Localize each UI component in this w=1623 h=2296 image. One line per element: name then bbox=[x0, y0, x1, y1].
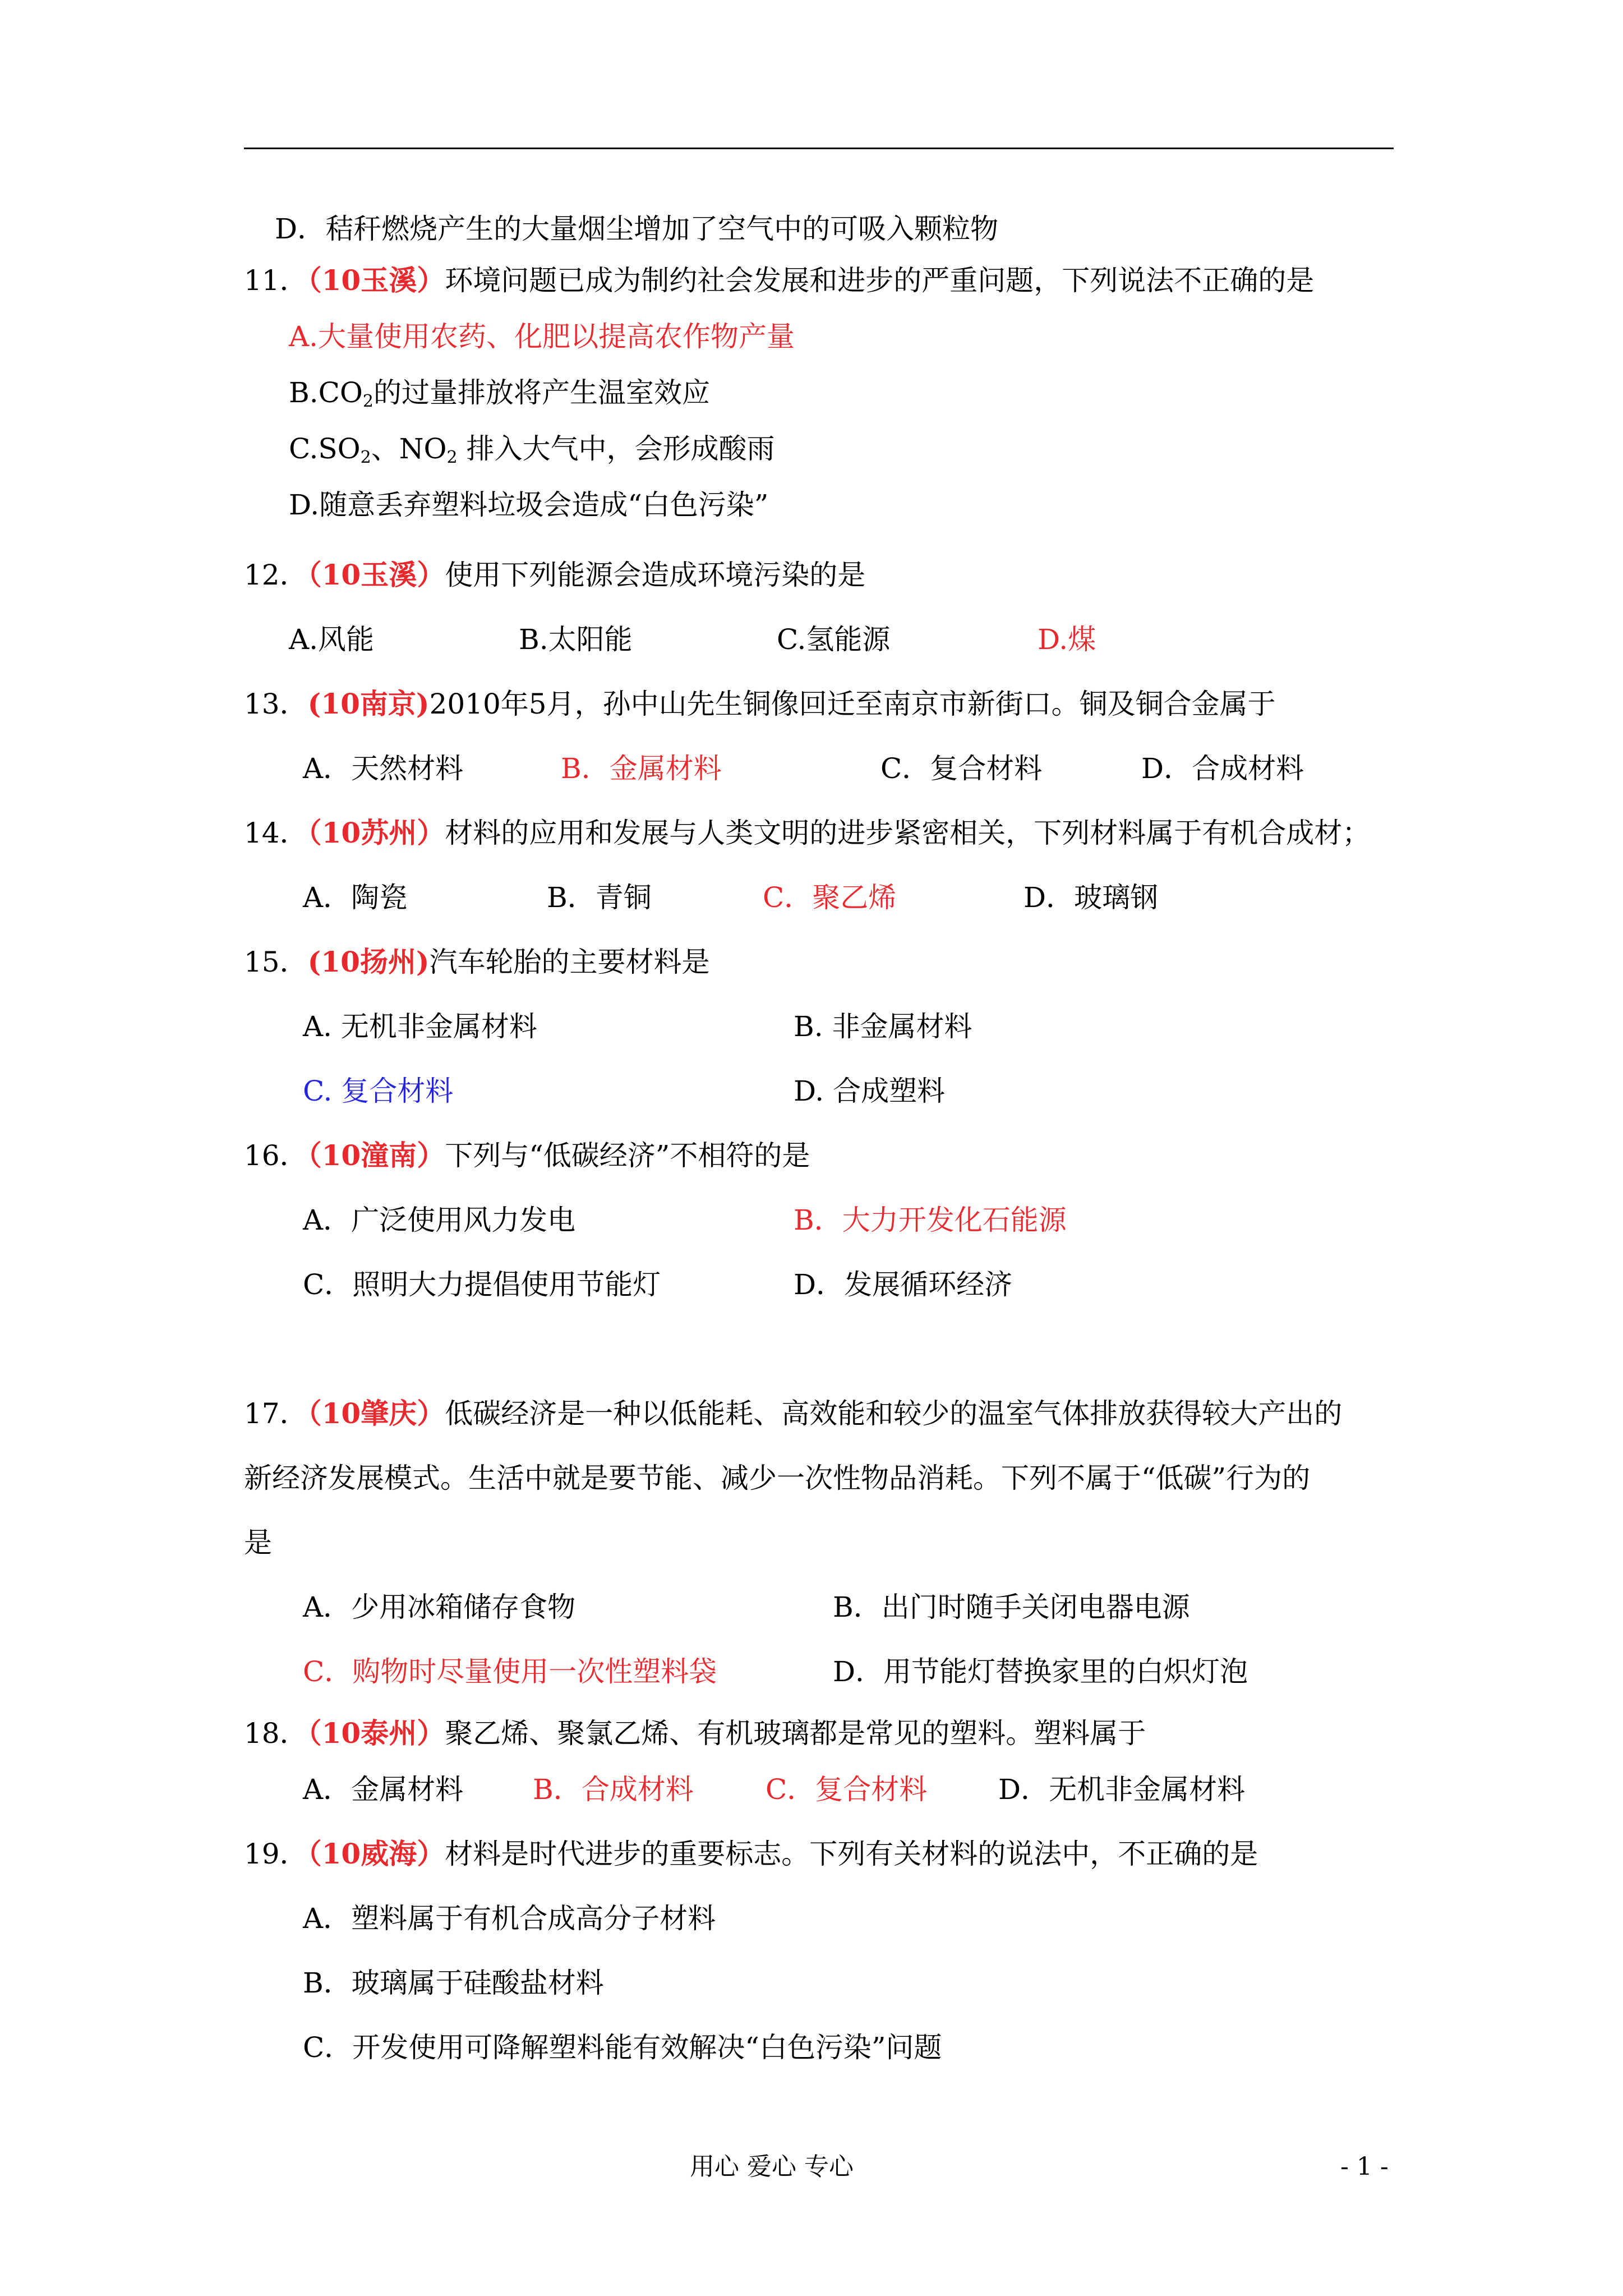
q14-option-c: C．聚乙烯 bbox=[763, 881, 897, 914]
q16-option-a: A．广泛使用风力发电 bbox=[303, 1204, 576, 1236]
q19-option-b: B．玻璃属于硅酸盐材料 bbox=[303, 1967, 604, 1999]
q15-option-b: B. 非金属材料 bbox=[794, 1010, 972, 1043]
q15-source-tag: (10扬州) bbox=[307, 945, 430, 978]
q11-number: 11． bbox=[244, 264, 308, 297]
q13-option-a: A．天然材料 bbox=[303, 752, 464, 785]
q12-option-d: D.煤 bbox=[1038, 623, 1096, 656]
q11-option-b: $B.CO_2$的过量排放将产生温室效应 bbox=[289, 376, 710, 411]
q18-stem: 18．（10泰州）聚乙烯、聚氯乙烯、有机玻璃都是常见的塑料。塑料属于 bbox=[244, 1717, 1146, 1750]
q14-option-a: A．陶瓷 bbox=[303, 881, 408, 914]
q16-stem: 16．（10潼南）下列与“低碳经济”不相符的是 bbox=[244, 1139, 810, 1172]
q16-option-d: D．发展循环经济 bbox=[794, 1268, 1013, 1301]
q12-option-a: A.风能 bbox=[289, 623, 375, 656]
q15-option-a: A. 无机非金属材料 bbox=[303, 1010, 537, 1043]
footer-slogan: 用心 爱心 专心 bbox=[690, 2152, 854, 2181]
q11-option-d: D.随意丢弃塑料垃圾会造成“白色污染” bbox=[289, 489, 769, 521]
q14-option-d: D．玻璃钢 bbox=[1023, 881, 1159, 914]
q13-option-c: C．复合材料 bbox=[880, 752, 1043, 785]
q13-option-d: D．合成材料 bbox=[1141, 752, 1304, 785]
q15-option-c: C. 复合材料 bbox=[303, 1075, 454, 1107]
q19-option-c: C．开发使用可降解塑料能有效解决“白色污染”问题 bbox=[303, 2031, 942, 2064]
q18-option-a: A．金属材料 bbox=[303, 1773, 464, 1806]
q17-option-c: C．购物时尽量使用一次性塑料袋 bbox=[303, 1655, 717, 1688]
q15-option-d: D. 合成塑料 bbox=[794, 1075, 946, 1107]
q13-option-b: B．金属材料 bbox=[561, 752, 722, 785]
q12-option-b: B.太阳能 bbox=[519, 623, 633, 656]
q16-option-b: B．大力开发化石能源 bbox=[794, 1204, 1067, 1236]
q14-source-tag: （10苏州） bbox=[307, 816, 445, 849]
q11-stem-text: 环境问题已成为制约社会发展和进步的严重问题，下列说法不正确的是 bbox=[445, 264, 1315, 297]
q12-source-tag: （10玉溪） bbox=[307, 558, 445, 591]
q19-source-tag: （10威海） bbox=[307, 1837, 445, 1870]
q11-source-tag: （10玉溪） bbox=[307, 264, 445, 297]
q16-option-c: C．照明大力提倡使用节能灯 bbox=[303, 1268, 661, 1301]
q17-source-tag: （10肇庆） bbox=[307, 1397, 445, 1430]
q11-option-c: $C.SO_2$、$NO_2$ 排入大气中，会形成酸雨 bbox=[289, 432, 775, 467]
q19-stem: 19．（10威海）材料是时代进步的重要标志。下列有关材料的说法中，不正确的是 bbox=[244, 1837, 1258, 1870]
q17-stem-line3: 是 bbox=[244, 1526, 272, 1559]
q17-option-d: D．用节能灯替换家里的白炽灯泡 bbox=[833, 1655, 1248, 1688]
q17-stem-line1: 17．（10肇庆）低碳经济是一种以低能耗、高效能和较少的温室气体排放获得较大产出的 bbox=[244, 1397, 1343, 1430]
q13-stem: 13．(10南京)2010年5月，孙中山先生铜像回迁至南京市新街口。铜及铜合金属于 bbox=[244, 687, 1276, 720]
q18-option-d: D．无机非金属材料 bbox=[998, 1773, 1246, 1806]
q17-stem-line2: 新经济发展模式。生活中就是要节能、减少一次性物品消耗。下列不属于“低碳”行为的 bbox=[244, 1462, 1311, 1494]
header-rule bbox=[244, 148, 1394, 149]
q15-stem: 15．(10扬州)汽车轮胎的主要材料是 bbox=[244, 945, 710, 978]
q16-source-tag: （10潼南） bbox=[307, 1139, 445, 1172]
q14-option-b: B．青铜 bbox=[547, 881, 652, 914]
q14-stem: 14．（10苏州）材料的应用和发展与人类文明的进步紧密相关，下列材料属于有机合成材； bbox=[244, 816, 1371, 849]
q10-option-d: D．秸秆燃烧产生的大量烟尘增加了空气中的可吸入颗粒物 bbox=[275, 213, 999, 245]
q19-option-a: A．塑料属于有机合成高分子材料 bbox=[303, 1902, 716, 1935]
q17-option-a: A．少用冰箱储存食物 bbox=[303, 1591, 576, 1623]
q11-option-a: A.大量使用农药、化肥以提高农作物产量 bbox=[289, 320, 795, 353]
q17-option-b: B．出门时随手关闭电器电源 bbox=[833, 1591, 1190, 1623]
q18-source-tag: （10泰州） bbox=[307, 1717, 445, 1750]
page-number: - 1 - bbox=[1340, 2152, 1389, 2181]
q18-option-b: B．合成材料 bbox=[533, 1773, 694, 1806]
q12-option-c: C.氢能源 bbox=[777, 623, 891, 656]
q13-source-tag: (10南京) bbox=[307, 687, 430, 720]
q18-option-c: C．复合材料 bbox=[766, 1773, 928, 1806]
q12-stem: 12．（10玉溪）使用下列能源会造成环境污染的是 bbox=[244, 558, 866, 591]
q11-stem bbox=[244, 264, 1314, 297]
